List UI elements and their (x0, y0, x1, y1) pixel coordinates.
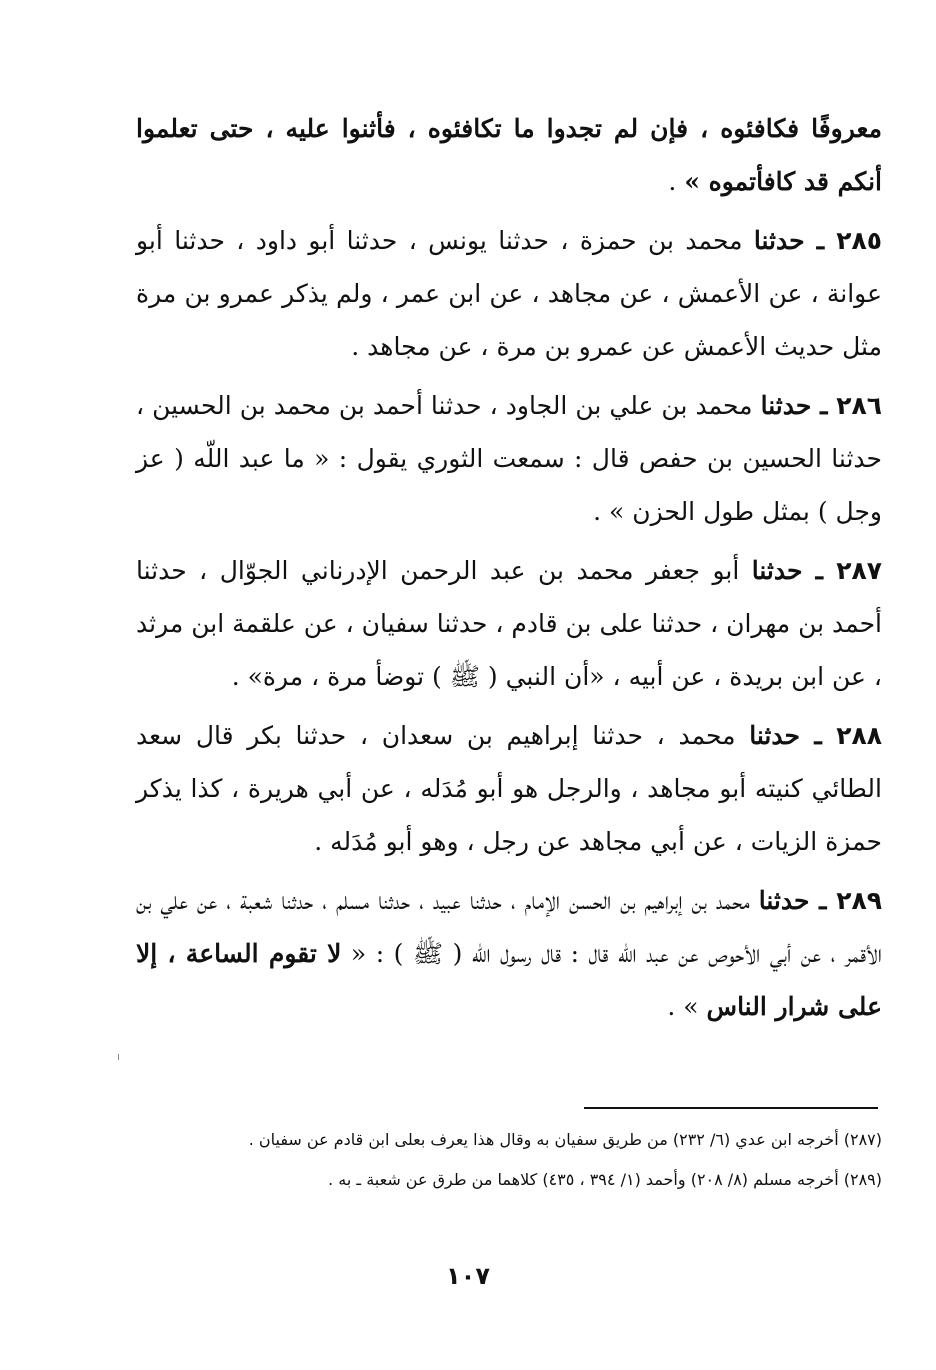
hadith-separator: ـ (811, 391, 837, 420)
hadith-separator: ـ (804, 226, 837, 255)
hadith-285 (136, 214, 882, 373)
footnote-287: (٢٨٧) أخرجه ابن عدي (٦/ ٢٣٢) من طريق سفيان به وقال هذا يعرف بعلى ابن قادم عن سفيان . (248, 1130, 882, 1149)
hadith-separator: ـ (809, 886, 837, 915)
hadith-number: ٢٨٨ (836, 721, 883, 750)
footnote-divider (584, 1107, 878, 1109)
footnote-289: (٢٨٩) أخرجه مسلم (٨/ ٢٠٨) وأحمد (١/ ٣٩٤ ، ٤٣٥) كلاهما من طرق عن شعبة ـ به . (328, 1170, 882, 1189)
hadith-text: محمد بن إبراهيم بن الحسن الإمام ، حدثنا عبيد ، حدثنا مسلم ، حدثنا شعبة ، عن علي بن الأقمر ، عن أبي الأحوص عن عبد اللّه قال : قال رسول اللّه ( ﷺ ) : « (136, 886, 882, 968)
hadith-287 (136, 544, 882, 703)
hadith-text: محمد بن حمزة ، حدثنا يونس ، حدثنا أبو داود ، حدثنا أبو عوانة ، عن الأعمش ، عن مجاهد ، عن ابن عمر ، ولم يذكر عمرو بن مرة مثل حديث الأعمش عن عمرو بن مرة ، عن مجاهد . (136, 226, 882, 361)
hadith-text-end: » . (667, 992, 707, 1021)
hadith-number: ٢٨٦ (836, 391, 882, 420)
hadith-keyword: حدثنا (751, 556, 803, 585)
hadith-emphasis: لا تقوم الساعة ، إلا على شرار الناس (136, 939, 882, 1021)
hadith-number: ٢٨٧ (836, 556, 882, 585)
hadith-number: ٢٨٥ (836, 226, 882, 255)
hadith-separator: ـ (799, 721, 837, 750)
hadith-separator: ـ (802, 556, 837, 585)
hadith-289 (136, 874, 882, 1033)
hadith-keyword: حدثنا (753, 226, 805, 255)
hadith-text: محمد ، حدثنا إبراهيم بن سعدان ، حدثنا بكر قال سعد الطائي كنيته أبو مجاهد ، والرجل هو أبو مُدَله ، عن أبي هريرة ، كذا يذكر حمزة الزيات ، عن أبي مجاهد عن رجل ، وهو أبو مُدَله . (136, 721, 882, 856)
intro-bold-text: معروفًا فكافئوه ، فإن لم تجدوا ما تكافئوه ، فأثنوا عليه ، حتى تعلموا أنكم قد كافأتموه » (136, 114, 882, 196)
hadith-text: محمد بن علي بن الجاود ، حدثنا أحمد بن محمد بن الحسين ، حدثنا الحسين بن حفص قال : سمعت الثوري يقول : « ما عبد اللّه ( عز وجل ) بمثل طول الحزن » . (136, 391, 882, 526)
footnotes (136, 1124, 882, 1204)
main-text (136, 102, 882, 1039)
page-number: ١٠٧ (446, 1262, 490, 1290)
intro-paragraph (136, 102, 882, 208)
hadith-keyword: حدثنا (758, 886, 810, 915)
intro-end: . (668, 167, 685, 196)
hadith-288 (136, 709, 882, 868)
hadith-number: ٢٨٩ (836, 886, 882, 915)
margin-mark (118, 1054, 119, 1060)
hadith-286 (136, 379, 882, 538)
hadith-text: أبو جعفر محمد بن عبد الرحمن الإدرناني الجوّال ، حدثنا أحمد بن مهران ، حدثنا على بن قادم ، حدثنا سفيان ، عن علقمة ابن مرثد ، عن ابن بريدة ، عن أبيه ، «أن النبي ( ﷺ ) توضأ مرة ، مرة» . (136, 556, 882, 691)
hadith-keyword: حدثنا (749, 721, 800, 750)
hadith-keyword: حدثنا (760, 391, 812, 420)
